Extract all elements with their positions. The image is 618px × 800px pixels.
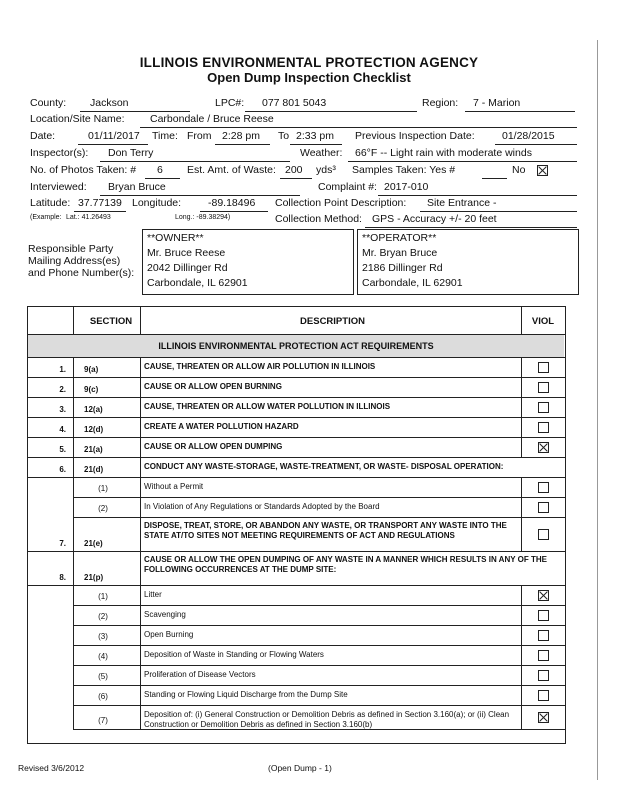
- column-divider: [140, 457, 141, 477]
- row-description: Open Burning: [144, 630, 194, 639]
- date-underline: [78, 144, 148, 145]
- time-label: Time:: [152, 130, 178, 142]
- row-divider: [73, 625, 566, 626]
- location-label: Location/Site Name:: [30, 113, 125, 125]
- samples-underline: [482, 178, 507, 179]
- column-divider: [521, 665, 522, 685]
- county-value: Jackson: [90, 97, 129, 109]
- row-description: CAUSE, THREATEN OR ALLOW WATER POLLUTION IN ILLINOIS: [144, 402, 391, 411]
- location-value: Carbondale / Bruce Reese: [150, 113, 274, 125]
- row-number: 3.: [59, 405, 66, 414]
- column-divider: [73, 585, 74, 605]
- operator-details: [362, 231, 463, 291]
- column-divider: [73, 665, 74, 685]
- lpc-label: LPC#:: [215, 97, 245, 109]
- longitude-value: -89.18496: [208, 197, 256, 209]
- violation-checkbox-checked[interactable]: [538, 442, 549, 453]
- time-to-label: To: [278, 130, 290, 142]
- row-section: 21(d): [84, 465, 104, 474]
- row-divider: [27, 457, 566, 458]
- waste-underline: [280, 178, 312, 179]
- violation-checkbox[interactable]: [538, 362, 549, 373]
- column-divider: [140, 665, 141, 685]
- column-divider: [140, 705, 141, 729]
- lpc-value: 077 801 5043: [262, 97, 327, 109]
- violation-checkbox[interactable]: [538, 529, 549, 540]
- row-subitem: (3): [98, 632, 108, 641]
- column-divider: [73, 397, 74, 417]
- column-divider: [140, 437, 141, 457]
- collection-method-label: Collection Method:: [275, 213, 362, 225]
- owner-heading: **OWNER**: [147, 232, 204, 244]
- complaint-underline: [378, 195, 577, 196]
- row-divider: [73, 705, 566, 706]
- longitude-underline: [200, 211, 268, 212]
- column-divider: [521, 357, 522, 377]
- column-divider: [521, 705, 522, 729]
- column-divider: [140, 377, 141, 397]
- row-section: 9(c): [84, 385, 99, 394]
- column-divider: [521, 625, 522, 645]
- operator-name: Mr. Bryan Bruce: [362, 247, 438, 259]
- header-divider-3: [521, 306, 522, 335]
- latitude-label: Latitude:: [30, 197, 71, 209]
- row-divider: [27, 417, 566, 418]
- column-divider: [140, 517, 141, 551]
- violation-checkbox[interactable]: [538, 670, 549, 681]
- row-description: Deposition of: (i) General Construction or Demolition Debris as defined in Section 3.160(a); or (ii) Clean Construction or Demolition Debris as defined in Section 3.160(b): [144, 710, 510, 729]
- column-divider: [73, 357, 74, 377]
- row-subitem: (1): [98, 592, 108, 601]
- header-divider-2: [140, 306, 141, 335]
- row-description: CAUSE OR ALLOW THE OPEN DUMPING OF ANY WASTE IN A MANNER WHICH RESULTS IN ANY OF THE FOLLOWING OCCURRENCES AT THE DUMP SITE:: [144, 555, 547, 574]
- row-divider: [27, 585, 566, 586]
- violation-checkbox[interactable]: [538, 482, 549, 493]
- inspector-underline: [100, 161, 290, 162]
- responsible-party-line2: Mailing Address(es): [28, 255, 121, 267]
- inspector-value: Don Terry: [108, 147, 154, 159]
- row-subitem: (5): [98, 672, 108, 681]
- row-subitem: (2): [98, 612, 108, 621]
- previous-inspection-label: Previous Inspection Date:: [355, 130, 475, 142]
- row-divider: [73, 645, 566, 646]
- column-divider: [140, 417, 141, 437]
- previous-inspection-value: 01/28/2015: [502, 130, 555, 142]
- weather-label: Weather:: [300, 147, 343, 159]
- header-divider-1: [73, 306, 74, 335]
- date-label: Date:: [30, 130, 56, 142]
- row-description: Standing or Flowing Liquid Discharge from the Dump Site: [144, 690, 348, 699]
- column-divider: [140, 551, 141, 585]
- lpc-underline: [245, 111, 417, 112]
- row-section: 21(p): [84, 573, 104, 582]
- row-subitem: (7): [98, 716, 108, 725]
- operator-heading: **OPERATOR**: [362, 232, 437, 244]
- row-description: CAUSE, THREATEN OR ALLOW AIR POLLUTION IN ILLINOIS: [144, 362, 376, 371]
- photos-underline: [145, 178, 180, 179]
- owner-street: 2042 Dillinger Rd: [147, 262, 228, 274]
- example-longitude: Long.: -89.38294): [175, 214, 231, 221]
- column-divider: [521, 377, 522, 397]
- page-edge-line: [597, 40, 598, 780]
- row-section: 21(e): [84, 539, 103, 548]
- row-divider: [73, 665, 566, 666]
- row-description: CREATE A WATER POLLUTION HAZARD: [144, 422, 299, 431]
- row-number: 6.: [59, 465, 66, 474]
- latitude-underline: [74, 211, 126, 212]
- previous-inspection-underline: [495, 144, 577, 145]
- row-divider: [27, 437, 566, 438]
- column-divider: [140, 397, 141, 417]
- row-description: In Violation of Any Regulations or Standards Adopted by the Board: [144, 502, 380, 511]
- column-divider: [521, 517, 522, 551]
- time-to-value: 2:33 pm: [296, 130, 334, 142]
- violation-checkbox-checked[interactable]: [538, 590, 549, 601]
- column-divider: [140, 645, 141, 665]
- column-divider: [140, 497, 141, 517]
- owner-name: Mr. Bruce Reese: [147, 247, 226, 259]
- column-divider: [521, 685, 522, 705]
- collection-method-value: GPS - Accuracy +/- 20 feet: [372, 213, 497, 225]
- row-number: 2.: [59, 385, 66, 394]
- violation-checkbox[interactable]: [538, 502, 549, 513]
- row-description: Deposition of Waste in Standing or Flowing Waters: [144, 650, 324, 659]
- agency-title: ILLINOIS ENVIRONMENTAL PROTECTION AGENCY: [139, 55, 479, 70]
- form-title: Open Dump Inspection Checklist: [207, 70, 411, 85]
- column-divider: [73, 477, 74, 497]
- violation-checkbox[interactable]: [538, 650, 549, 661]
- header-bottom-line: [27, 334, 566, 335]
- column-divider: [521, 477, 522, 497]
- row-number: 8.: [59, 573, 66, 582]
- row-subitem: (1): [98, 484, 108, 493]
- weather-underline: [348, 161, 577, 162]
- row-subitem: (6): [98, 692, 108, 701]
- column-divider: [521, 645, 522, 665]
- region-value: 7 - Marion: [473, 97, 521, 109]
- time-from-underline: [215, 144, 270, 145]
- column-divider: [140, 477, 141, 497]
- page-label: (Open Dump - 1): [268, 763, 332, 773]
- region-label: Region:: [422, 97, 459, 109]
- responsible-party-line3: and Phone Number(s):: [28, 267, 135, 279]
- violation-checkbox-checked[interactable]: [538, 712, 549, 723]
- row-section: 9(a): [84, 365, 99, 374]
- violation-checkbox[interactable]: [538, 422, 549, 433]
- violation-checkbox[interactable]: [538, 610, 549, 621]
- row-section: 12(a): [84, 405, 103, 414]
- photos-label: No. of Photos Taken: #: [30, 164, 137, 176]
- row-description: DISPOSE, TREAT, STORE, OR ABANDON ANY WASTE, OR TRANSPORT ANY WASTE INTO THE STATE AT/TO SITES NOT MEETING REQUIREMENTS OF ACT AND REGULATIONS: [144, 521, 507, 540]
- viol-column-header: VIOL: [531, 316, 555, 327]
- violation-checkbox[interactable]: [538, 382, 549, 393]
- row-divider: [27, 551, 566, 552]
- act-requirements-title: ILLINOIS ENVIRONMENTAL PROTECTION ACT REQUIREMENTS: [158, 341, 434, 351]
- row-divider: [27, 397, 566, 398]
- violation-checkbox[interactable]: [538, 402, 549, 413]
- row-number: 5.: [59, 445, 66, 454]
- operator-city: Carbondale, IL 62901: [362, 277, 463, 289]
- column-divider: [140, 585, 141, 605]
- time-from-label: From: [187, 130, 212, 142]
- violation-checkbox[interactable]: [538, 630, 549, 641]
- county-label: County:: [30, 97, 67, 109]
- interviewed-underline: [100, 195, 300, 196]
- column-divider: [73, 437, 74, 457]
- weather-value: 66°F -- Light rain with moderate winds: [355, 147, 532, 159]
- collection-point-underline: [420, 211, 577, 212]
- samples-label: Samples Taken: Yes #: [352, 164, 456, 176]
- column-divider: [140, 357, 141, 377]
- county-underline: [80, 111, 190, 112]
- column-divider: [73, 497, 74, 517]
- band-bottom-line: [27, 357, 566, 358]
- row-description: Scavenging: [144, 610, 186, 619]
- row-subitem: (2): [98, 504, 108, 513]
- time-to-underline: [290, 144, 342, 145]
- region-underline: [465, 111, 575, 112]
- column-divider: [521, 437, 522, 457]
- responsible-party-label: [28, 243, 134, 279]
- row-description: CONDUCT ANY WASTE-STORAGE, WASTE-TREATMENT, OR WASTE- DISPOSAL OPERATION:: [144, 462, 504, 471]
- column-divider: [73, 377, 74, 397]
- row-section: 12(d): [84, 425, 104, 434]
- column-divider: [521, 605, 522, 625]
- column-divider: [140, 605, 141, 625]
- column-divider: [140, 685, 141, 705]
- interviewed-label: Interviewed:: [30, 181, 87, 193]
- column-divider: [140, 625, 141, 645]
- column-divider: [521, 585, 522, 605]
- row-number: 1.: [59, 365, 66, 374]
- waste-value: 200: [285, 164, 303, 176]
- owner-details: [147, 231, 248, 291]
- samples-no-checkbox[interactable]: [537, 165, 548, 176]
- row-description: Litter: [144, 590, 162, 599]
- operator-street: 2186 Dillinger Rd: [362, 262, 443, 274]
- column-divider: [73, 517, 74, 551]
- responsible-party-line1: Responsible Party: [28, 243, 114, 255]
- photos-value: 6: [157, 164, 163, 176]
- complaint-label: Complaint #:: [318, 181, 377, 193]
- column-divider: [521, 397, 522, 417]
- waste-label: Est. Amt. of Waste:: [187, 164, 276, 176]
- column-divider: [73, 457, 74, 477]
- row-subitem: (4): [98, 652, 108, 661]
- date-value: 01/11/2017: [88, 130, 140, 142]
- row-divider: [73, 605, 566, 606]
- column-divider: [73, 625, 74, 645]
- row-divider: [73, 497, 566, 498]
- collection-point-value: Site Entrance -: [427, 197, 497, 209]
- samples-no-label: No: [512, 164, 526, 176]
- location-underline: [140, 127, 577, 128]
- row-description: Proliferation of Disease Vectors: [144, 670, 256, 679]
- row-divider: [27, 377, 566, 378]
- revised-date: Revised 3/6/2012: [18, 763, 85, 773]
- row-number: 7.: [59, 539, 66, 548]
- collection-method-underline: [365, 227, 577, 228]
- row-number: 4.: [59, 425, 66, 434]
- row-description: Without a Permit: [144, 482, 204, 491]
- interviewed-value: Bryan Bruce: [108, 181, 166, 193]
- column-divider: [521, 417, 522, 437]
- row-divider: [27, 477, 566, 478]
- row-divider: [73, 517, 566, 518]
- column-divider: [73, 705, 74, 729]
- complaint-value: 2017-010: [384, 181, 429, 193]
- column-divider: [521, 497, 522, 517]
- column-divider: [73, 551, 74, 585]
- violation-checkbox[interactable]: [538, 690, 549, 701]
- latitude-value: 37.77139: [78, 197, 122, 209]
- column-divider: [73, 605, 74, 625]
- row-section: 21(a): [84, 445, 103, 454]
- row-description: CAUSE OR ALLOW OPEN BURNING: [144, 382, 282, 391]
- longitude-label: Longitude:: [132, 197, 182, 209]
- row-description: CAUSE OR ALLOW OPEN DUMPING: [144, 442, 283, 451]
- example-latitude: Lat.: 41.26493: [66, 214, 111, 221]
- column-divider: [73, 417, 74, 437]
- section-column-header: SECTION: [89, 316, 133, 327]
- column-divider: [73, 685, 74, 705]
- time-from-value: 2:28 pm: [222, 130, 260, 142]
- column-divider: [73, 645, 74, 665]
- description-column-header: DESCRIPTION: [300, 316, 365, 327]
- example-label: (Example:: [30, 214, 62, 221]
- waste-unit: yds³: [316, 164, 336, 176]
- collection-point-label: Collection Point Description:: [275, 197, 407, 209]
- inspector-label: Inspector(s):: [30, 147, 89, 159]
- owner-city: Carbondale, IL 62901: [147, 277, 248, 289]
- row-divider: [73, 685, 566, 686]
